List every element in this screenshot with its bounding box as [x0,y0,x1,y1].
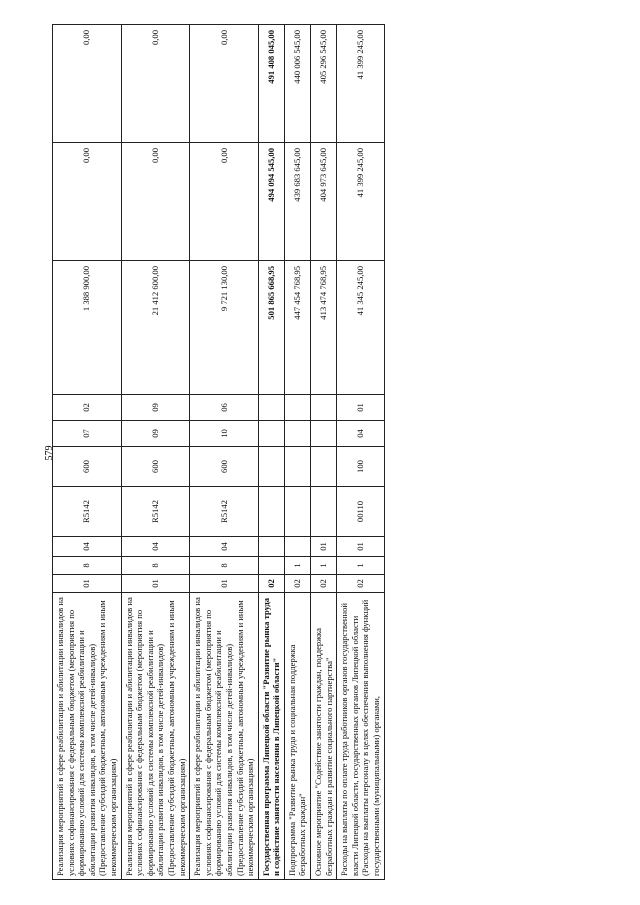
subsection-code: 02 [52,394,121,420]
section-code: 07 [52,420,121,446]
subsection-code: 01 [336,394,383,420]
section-code: 04 [336,420,383,446]
direction-code: R5142 [52,486,121,536]
amount-year-3: 491 408 045,00 [258,24,284,142]
amount-year-1: 447 454 768,95 [284,260,310,394]
expense-type-code [284,446,310,486]
amount-year-3: 0,00 [121,24,190,142]
subprogram-code: 1 [310,556,336,574]
program-code: 02 [310,574,336,592]
section-code [284,420,310,446]
row-name: Реализация мероприятий в сфере реабилитации и абилитации инвалидов на условиях софинансирования с федеральным бюджетом (мероприятия по формированию условий для системы комплексной реабилитации и абилитации развития инвалидов, в том числе детей-инвалидов) (Предоставление субсидий бюджетным, автономным учреждениям и иным некоммерческим организациям) [52,592,121,879]
direction-code: R5142 [121,486,190,536]
direction-code [284,486,310,536]
amount-year-2: 494 094 545,00 [258,142,284,260]
amount-year-2: 439 683 645,00 [284,142,310,260]
activity-code: 04 [189,536,258,556]
activity-code: 01 [310,536,336,556]
amount-year-1: 1 388 900,00 [52,260,121,394]
amount-year-3: 41 399 245,00 [336,24,383,142]
section-code [258,420,284,446]
activity-code: 04 [121,536,190,556]
direction-code: R5142 [189,486,258,536]
program-code: 02 [258,574,284,592]
table-row [310,24,336,879]
activity-code: 01 [336,536,383,556]
table-row [284,24,310,879]
expense-type-code: 600 [121,446,190,486]
amount-year-2: 404 973 645,00 [310,142,336,260]
table-row [258,24,284,879]
program-code: 01 [189,574,258,592]
section-code [310,420,336,446]
amount-year-1: 21 412 600,00 [121,260,190,394]
expense-type-code: 600 [52,446,121,486]
expense-type-code: 600 [189,446,258,486]
activity-code [258,536,284,556]
amount-year-2: 0,00 [52,142,121,260]
section-code: 09 [121,420,190,446]
amount-year-3: 440 006 545,00 [284,24,310,142]
budget-table-page [52,25,589,880]
subprogram-code: 8 [52,556,121,574]
amount-year-1: 9 721 130,00 [189,260,258,394]
subprogram-code: 8 [121,556,190,574]
subprogram-code: 1 [336,556,383,574]
activity-code [284,536,310,556]
subsection-code [258,394,284,420]
subsection-code [284,394,310,420]
subsection-code [310,394,336,420]
program-code: 02 [284,574,310,592]
row-name: Подпрограмма "Развитие рынка труда и социальная поддержка безработных граждан" [284,592,310,879]
direction-code: 00110 [336,486,383,536]
expense-type-code: 100 [336,446,383,486]
row-name: Реализация мероприятий в сфере реабилитации и абилитации инвалидов на условиях софинансирования с федеральным бюджетом (мероприятия по формированию условий для системы комплексной реабилитации и абилитации развития инвалидов, в том числе детей-инвалидов) (Предоставление субсидий бюджетным, автономным учреждениям и иным некоммерческим организациям) [189,592,258,879]
row-name: Основное мероприятие "Содействие занятости граждан, поддержка безработных граждан и развитие социального партнерства" [310,592,336,879]
program-code: 01 [52,574,121,592]
budget-table [52,24,385,880]
direction-code [310,486,336,536]
subprogram-code [258,556,284,574]
table-row [52,24,121,879]
row-name: Реализация мероприятий в сфере реабилитации и абилитации инвалидов на условиях софинансирования с федеральным бюджетом (мероприятия по формированию условий для системы комплексной реабилитации и абилитации развития инвалидов, в том числе детей-инвалидов) (Предоставление субсидий бюджетным, автономным учреждениям и иным некоммерческим организациям) [121,592,190,879]
activity-code: 04 [52,536,121,556]
row-name: Расходы на выплаты по оплате труда работников органов государственной власти Липецкой области, государственных органов Липецкой области (Расходы на выплаты персоналу в целях обеспечения выполнения функций государственными (муниципальными) органами, [336,592,383,879]
program-code: 01 [121,574,190,592]
amount-year-1: 501 865 668,95 [258,260,284,394]
table-row [336,24,383,879]
amount-year-2: 41 399 245,00 [336,142,383,260]
table-row [121,24,190,879]
subsection-code: 09 [121,394,190,420]
row-name: Государственная программа Липецкой области "Развитие рынка труда и содействие занятости населения в Липецкой области" [258,592,284,879]
page-number: 579 [44,445,55,461]
subprogram-code: 8 [189,556,258,574]
amount-year-3: 405 296 545,00 [310,24,336,142]
amount-year-3: 0,00 [189,24,258,142]
amount-year-2: 0,00 [189,142,258,260]
expense-type-code [310,446,336,486]
direction-code [258,486,284,536]
amount-year-2: 0,00 [121,142,190,260]
amount-year-3: 0,00 [52,24,121,142]
amount-year-1: 41 345 245,00 [336,260,383,394]
amount-year-1: 413 474 768,95 [310,260,336,394]
program-code: 02 [336,574,383,592]
expense-type-code [258,446,284,486]
subprogram-code: 1 [284,556,310,574]
subsection-code: 06 [189,394,258,420]
table-row [189,24,258,879]
section-code: 10 [189,420,258,446]
